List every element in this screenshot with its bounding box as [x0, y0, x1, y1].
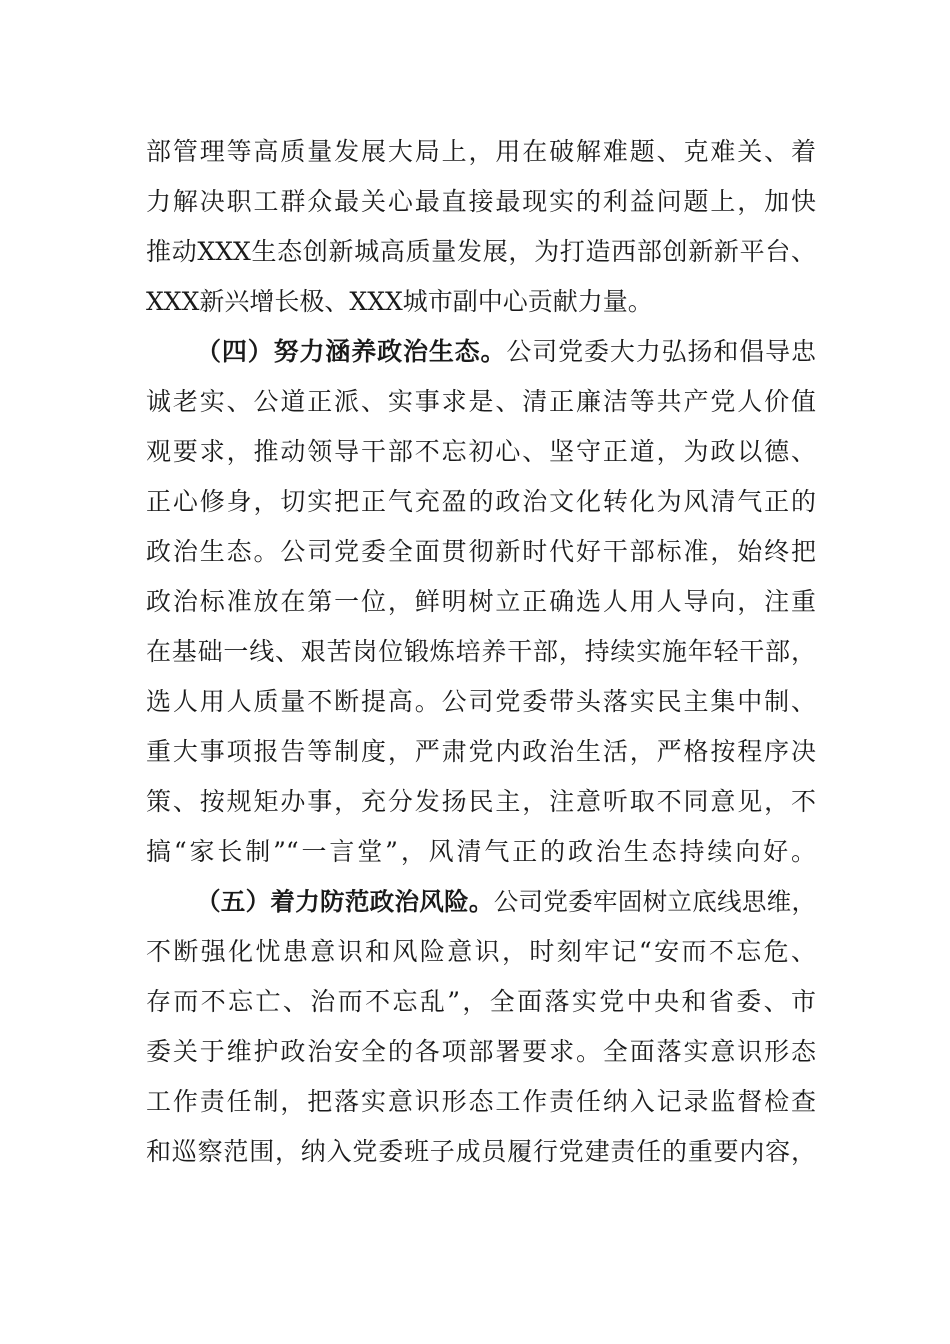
text-line: 诚老实、公道正派、实事求是、清正廉洁等共产党人价值 — [146, 387, 816, 416]
text-line: 力解决职工群众最关心最直接最现实的利益问题上，加快 — [146, 187, 816, 216]
text-line: 搞“家长制”“一言堂”，风清气正的政治生态持续向好。 — [146, 837, 816, 866]
text-line: 委关于维护政治安全的各项部署要求。全面落实意识形态 — [146, 1037, 816, 1066]
text-line: 重大事项报告等制度，严肃党内政治生活，严格按程序决 — [146, 737, 816, 766]
section-heading-5: （五）着力防范政治风险。 — [196, 887, 494, 916]
section-first-line-text: 公司党委牢固树立底线思维， — [493, 887, 817, 916]
section-first-line — [196, 327, 816, 377]
text-line: 工作责任制，把落实意识形态工作责任纳入记录监督检查 — [146, 1087, 816, 1116]
text-line: 部管理等高质量发展大局上，用在破解难题、克难关、着 — [146, 137, 816, 166]
text-line: XXX新兴增长极、XXX城市副中心贡献力量。 — [146, 287, 653, 316]
text-line: 和巡察范围，纳入党委班子成员履行党建责任的重要内容， — [146, 1137, 816, 1166]
text-line: 政治生态。公司党委全面贯彻新时代好干部标准，始终把 — [146, 537, 816, 566]
text-line: 不断强化忧患意识和风险意识，时刻牢记“安而不忘危、 — [146, 937, 816, 966]
section-heading-4: （四）努力涵养政治生态。 — [196, 337, 507, 366]
section-first-line — [196, 877, 816, 927]
text-line: 选人用人质量不断提高。公司党委带头落实民主集中制、 — [146, 687, 816, 716]
text-line: 策、按规矩办事，充分发扬民主，注意听取不同意见，不 — [146, 787, 816, 816]
text-line: 观要求，推动领导干部不忘初心、坚守正道，为政以德、 — [146, 437, 816, 466]
text-line: 政治标准放在第一位，鲜明树立正确选人用人导向，注重 — [146, 587, 816, 616]
text-line: 在基础一线、艰苦岗位锻炼培养干部，持续实施年轻干部， — [146, 637, 816, 666]
section-first-line-text: 公司党委大力弘扬和倡导忠 — [506, 337, 816, 366]
text-line: 推动XXX生态创新城高质量发展，为打造西部创新新平台、 — [146, 237, 816, 266]
text-line: 存而不忘亡、治而不忘乱”，全面落实党中央和省委、市 — [146, 987, 816, 1016]
text-line: 正心修身，切实把正气充盈的政治文化转化为风清气正的 — [146, 487, 816, 516]
